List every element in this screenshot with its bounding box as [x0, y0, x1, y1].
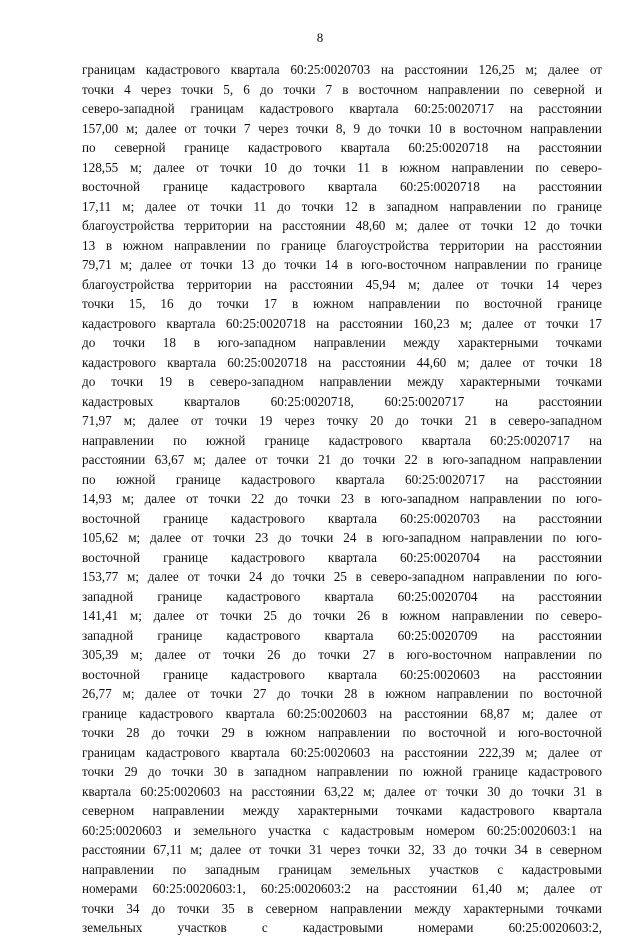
text-line: 26,77 м; далее от точки 27 до точки 28 в южном направлении по восточной [82, 686, 602, 701]
text-line: западной границе кадастрового квартала 60:25:0020709 на расстоянии [82, 627, 602, 643]
text-line: границе кадастрового квартала 60:25:0020603 на расстоянии 68,87 м; далее от [82, 705, 602, 721]
text-line: расстоянии 63,67 м; далее от точки 21 до точки 22 в юго-западном направлении [82, 452, 602, 467]
text-line: 14,93 м; далее от точки 22 до точки 23 в юго-западном направлении по юго- [82, 491, 602, 506]
text-line: 13 в южном направлении по границе благоустройства территории на расстоянии [82, 237, 602, 253]
text-line: границам кадастрового квартала 60:25:0020703 на расстоянии 126,25 м; далее от [82, 62, 602, 77]
text-line: 153,77 м; далее от точки 24 до точки 25 в северо-западном направлении по юго- [82, 569, 602, 584]
text-line: направлении по западным границам земельных участков с кадастровыми [82, 861, 602, 877]
text-line: квартала 60:25:0020603 на расстоянии 63,22 м; далее от точки 30 до точки 31 в [82, 783, 602, 799]
text-line: восточной границе кадастрового квартала 60:25:0020703 на расстоянии [82, 510, 602, 526]
text-line: восточной границе кадастрового квартала 60:25:0020718 на расстоянии [82, 179, 602, 194]
text-line: точки 29 до точки 30 в западном направлении по южной границе кадастрового [82, 764, 602, 779]
text-line: направлении по южной границе кадастрового квартала 60:25:0020717 на [82, 432, 602, 448]
page-number: 8 [316, 30, 324, 45]
text-line: точки 4 через точки 5, 6 до точки 7 в восточном направлении по северной и [82, 81, 602, 97]
text-line: до точки 19 в северо-западном направлении между характерными точками [82, 374, 602, 389]
text-line: по северной границе кадастрового квартала 60:25:0020718 на расстоянии [82, 140, 602, 155]
text-line: расстоянии 67,11 м; далее от точки 31 через точки 32, 33 до точки 34 в северном [82, 842, 602, 857]
text-line: 157,00 м; далее от точки 7 через точки 8, 9 до точки 10 в восточном направлении [82, 120, 602, 136]
text-line: кадастрового квартала 60:25:0020718 на расстоянии 44,60 м; далее от точки 18 [82, 354, 602, 370]
body-paragraph [82, 60, 602, 938]
text-line: кадастрового квартала 60:25:0020718 на расстоянии 160,23 м; далее от точки 17 [82, 315, 602, 331]
text-line: благоустройства территории на расстоянии 48,60 м; далее от точки 12 до точки [82, 218, 602, 233]
text-line: 60:25:0020603 и земельного участка с кадастровым номером 60:25:0020603:1 на [82, 822, 602, 838]
text-line: 141,41 м; далее от точки 25 до точки 26 в южном направлении по северо- [82, 608, 602, 623]
text-line: точки 28 до точки 29 в южном направлении по восточной и юго-восточной [82, 725, 602, 740]
text-line: северном направлении между характерными точками кадастрового квартала [82, 803, 602, 818]
text-line: границам кадастрового квартала 60:25:0020603 на расстоянии 222,39 м; далее от [82, 744, 602, 760]
text-line: 105,62 м; далее от точки 23 до точки 24 в юго-западном направлении по юго- [82, 530, 602, 545]
text-line: точки 34 до точки 35 в северном направлении между характерными точками [82, 900, 602, 916]
text-line: северо-западной границам кадастрового квартала 60:25:0020717 на расстоянии [82, 101, 602, 116]
text-line: благоустройства территории на расстоянии 45,94 м; далее от точки 14 через [82, 276, 602, 292]
text-line: восточной границе кадастрового квартала 60:25:0020603 на расстоянии [82, 666, 602, 682]
text-line: 79,71 м; далее от точки 13 до точки 14 в юго-восточном направлении по границе [82, 257, 602, 272]
text-line: 17,11 м; далее от точки 11 до точки 12 в западном направлении по границе [82, 198, 602, 214]
text-line: восточной границе кадастрового квартала 60:25:0020704 на расстоянии [82, 549, 602, 565]
text-line: земельных участков с кадастровыми номерами 60:25:0020603:2, [82, 920, 602, 935]
text-line: точки 15, 16 до точки 17 в южном направлении по восточной границе [82, 296, 602, 311]
text-line: 71,97 м; далее от точки 19 через точку 20 до точки 21 в северо-западном [82, 413, 602, 428]
text-line: до точки 18 в юго-западном направлении между характерными точками [82, 335, 602, 350]
text-line: по южной границе кадастрового квартала 60:25:0020717 на расстоянии [82, 471, 602, 487]
text-line: 305,39 м; далее от точки 26 до точки 27 в юго-восточном направлении по [82, 647, 602, 662]
text-line: 128,55 м; далее от точки 10 до точки 11 в южном направлении по северо- [82, 159, 602, 175]
text-line: номерами 60:25:0020603:1, 60:25:0020603:2 на расстоянии 61,40 м; далее от [82, 881, 602, 896]
text-line: кадастровых кварталов 60:25:0020718, 60:25:0020717 на расстоянии [82, 393, 602, 409]
text-line: западной границе кадастрового квартала 60:25:0020704 на расстоянии [82, 588, 602, 604]
